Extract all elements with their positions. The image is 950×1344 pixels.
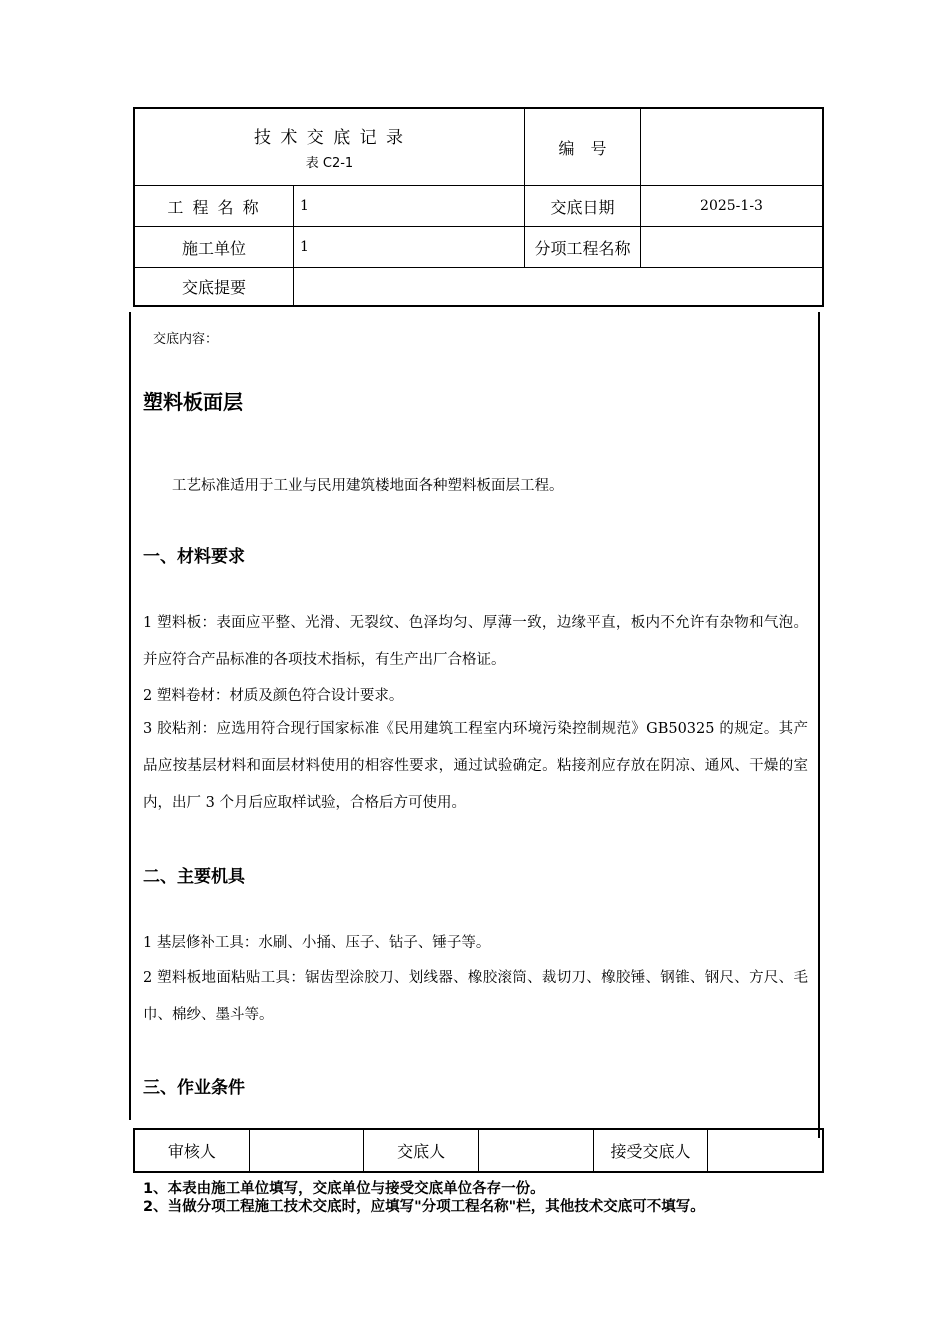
footnote: 1、本表由施工单位填写，交底单位与接受交底单位各存一份。 [143,1181,545,1197]
content-block [129,312,820,1122]
subproject-label: 分项工程名称 [534,238,631,258]
presenter-value[interactable] [479,1130,594,1171]
date-value[interactable]: 2025-1-3 [700,198,763,214]
reviewer-label: 审核人 [135,1130,250,1171]
date-label: 交底日期 [550,197,615,217]
section-heading-materials: 一、材料要求 [143,547,245,567]
list-item: 1 基层修补工具：水刷、小捅、压子、钻子、锤子等。 [143,935,491,951]
right-border [818,312,820,1138]
form-code: 表 C2-1 [305,156,354,171]
list-item: 2 塑料卷材：材质及颜色符合设计要求。 [143,688,404,704]
list-item: 2 塑料板地面粘贴工具：锯齿型涂胶刀、划线器、橡胶滚筒、裁切刀、橡胶锤、钢锥、钢尺、方尺、毛巾、棉纱、墨斗等。 [143,970,808,1023]
form-title-cell [135,109,524,185]
left-border [129,312,131,1120]
number-label: 编 号 [558,138,607,158]
summary-label: 交底提要 [181,278,246,297]
content-intro-label: 交底内容： [153,332,219,347]
form-title: 技 术 交 底 记 录 [253,128,406,148]
section-heading-tools: 二、主要机具 [143,867,245,887]
reviewer-value[interactable] [250,1130,365,1171]
signature-row [133,1128,824,1173]
number-value[interactable] [641,109,822,185]
intro-paragraph: 工艺标准适用于工业与民用建筑楼地面各种塑料板面层工程。 [172,478,564,494]
subproject-value[interactable] [641,227,822,267]
project-name-value[interactable]: 1 [300,198,309,214]
section-heading-conditions: 三、作业条件 [143,1078,245,1098]
footnote: 2、当做分项工程施工技术交底时，应填写"分项工程名称"栏，其他技术交底可不填写。 [143,1199,705,1215]
presenter-label: 交底人 [364,1130,479,1171]
content-title: 塑料板面层 [143,390,243,414]
summary-value[interactable] [294,268,822,305]
project-name-label: 工 程 名 称 [167,197,261,217]
receiver-value[interactable] [708,1130,822,1171]
construction-unit-label: 施工单位 [181,238,246,258]
list-item: 3 胶粘剂：应选用符合现行国家标准《民用建筑工程室内环境污染控制规范》GB50325 的规定。其产品应按基层材料和面层材料使用的相容性要求，通过试验确定。粘接剂应存放在阴凉、通风、干燥的室内，出厂 3 个月后应取样试验，合格后方可使用。 [143,721,808,811]
list-item: 1 塑料板：表面应平整、光滑、无裂纹、色泽均匀、厚薄一致，边缘平直，板内不允许有杂物和气泡。并应符合产品标准的各项技术指标，有生产出厂合格证。 [143,615,808,668]
header-table [133,107,824,307]
receiver-label: 接受交底人 [594,1130,709,1171]
construction-unit-value[interactable]: 1 [300,239,309,255]
